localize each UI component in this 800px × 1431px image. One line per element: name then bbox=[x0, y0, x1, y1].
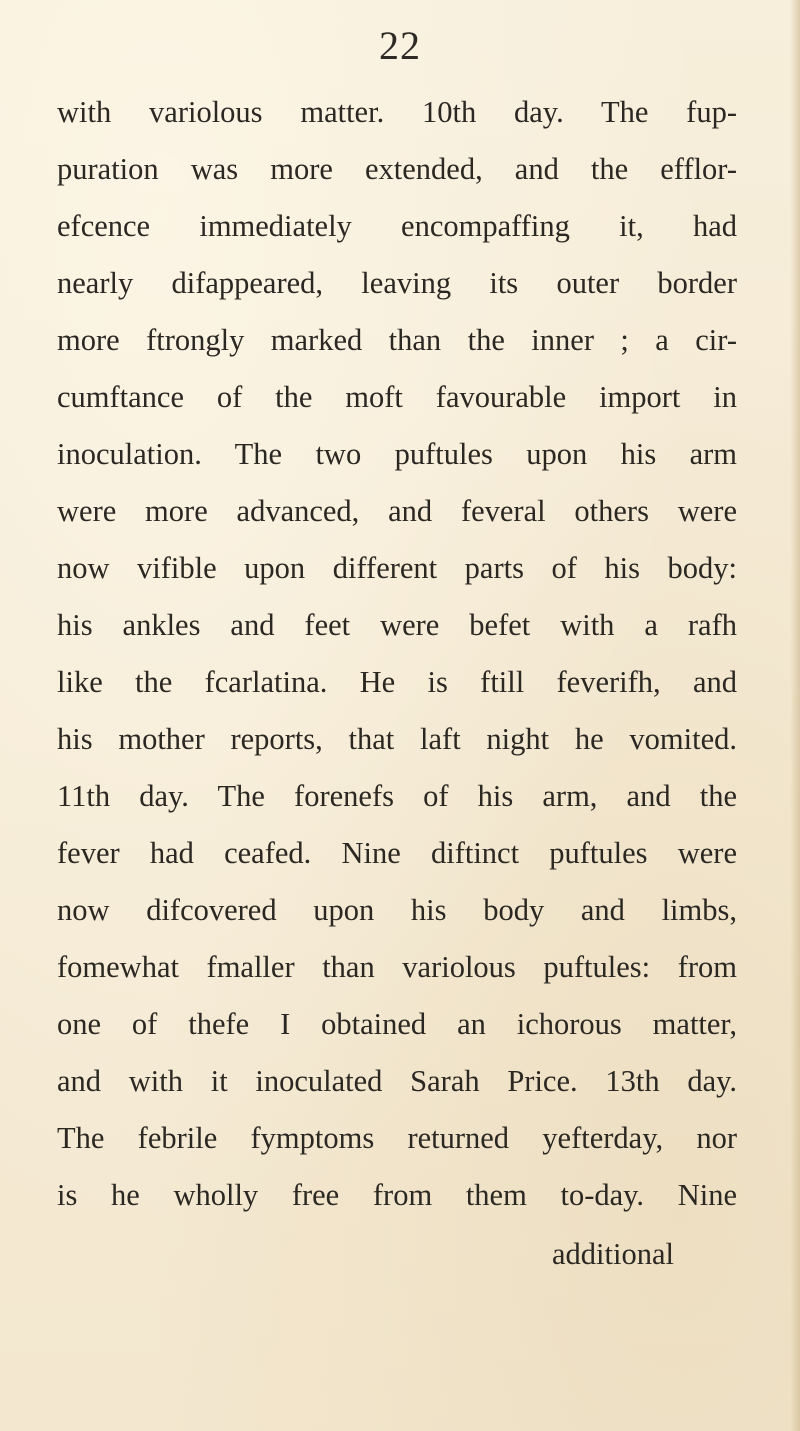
page-number: 22 bbox=[379, 23, 421, 68]
body-text-line: now difcovered upon his body and limbs, bbox=[57, 893, 737, 927]
body-text-line: nearly difappeared, leaving its outer border bbox=[57, 266, 737, 300]
body-text-line: now vifible upon different parts of his body: bbox=[57, 551, 737, 585]
body-text-line: puration was more extended, and the efflor- bbox=[57, 152, 737, 186]
body-text-line: cumftance of the moft favourable import in bbox=[57, 380, 737, 414]
body-text-line: were more advanced, and feveral others were bbox=[57, 494, 737, 528]
body-text-line: one of thefe I obtained an ichorous matter, bbox=[57, 1007, 737, 1041]
body-text-line: inoculation. The two puftules upon his arm bbox=[57, 437, 737, 471]
body-text-line: with variolous matter. 10th day. The fup- bbox=[57, 95, 737, 129]
body-text-line: fever had ceafed. Nine diftinct puftules were bbox=[57, 836, 737, 870]
page-edge-shadow bbox=[790, 0, 800, 1431]
body-text-line: like the fcarlatina. He is ftill feverifh, and bbox=[57, 665, 737, 699]
body-text-line: fomewhat fmaller than variolous puftules: from bbox=[57, 950, 737, 984]
catchword: additional bbox=[552, 1237, 674, 1271]
body-text-line: his mother reports, that laft night he vomited. bbox=[57, 722, 737, 756]
body-text-line: efcence immediately encompaffing it, had bbox=[57, 209, 737, 243]
body-text-line: his ankles and feet were befet with a rafh bbox=[57, 608, 737, 642]
body-text-line: is he wholly free from them to-day. Nine bbox=[57, 1178, 737, 1212]
body-text-line: more ftrongly marked than the inner ; a cir- bbox=[57, 323, 737, 357]
body-text-line: The febrile fymptoms returned yefterday, nor bbox=[57, 1121, 737, 1155]
body-text-line: and with it inoculated Sarah Price. 13th day. bbox=[57, 1064, 737, 1098]
body-text-line: 11th day. The forenefs of his arm, and the bbox=[57, 779, 737, 813]
